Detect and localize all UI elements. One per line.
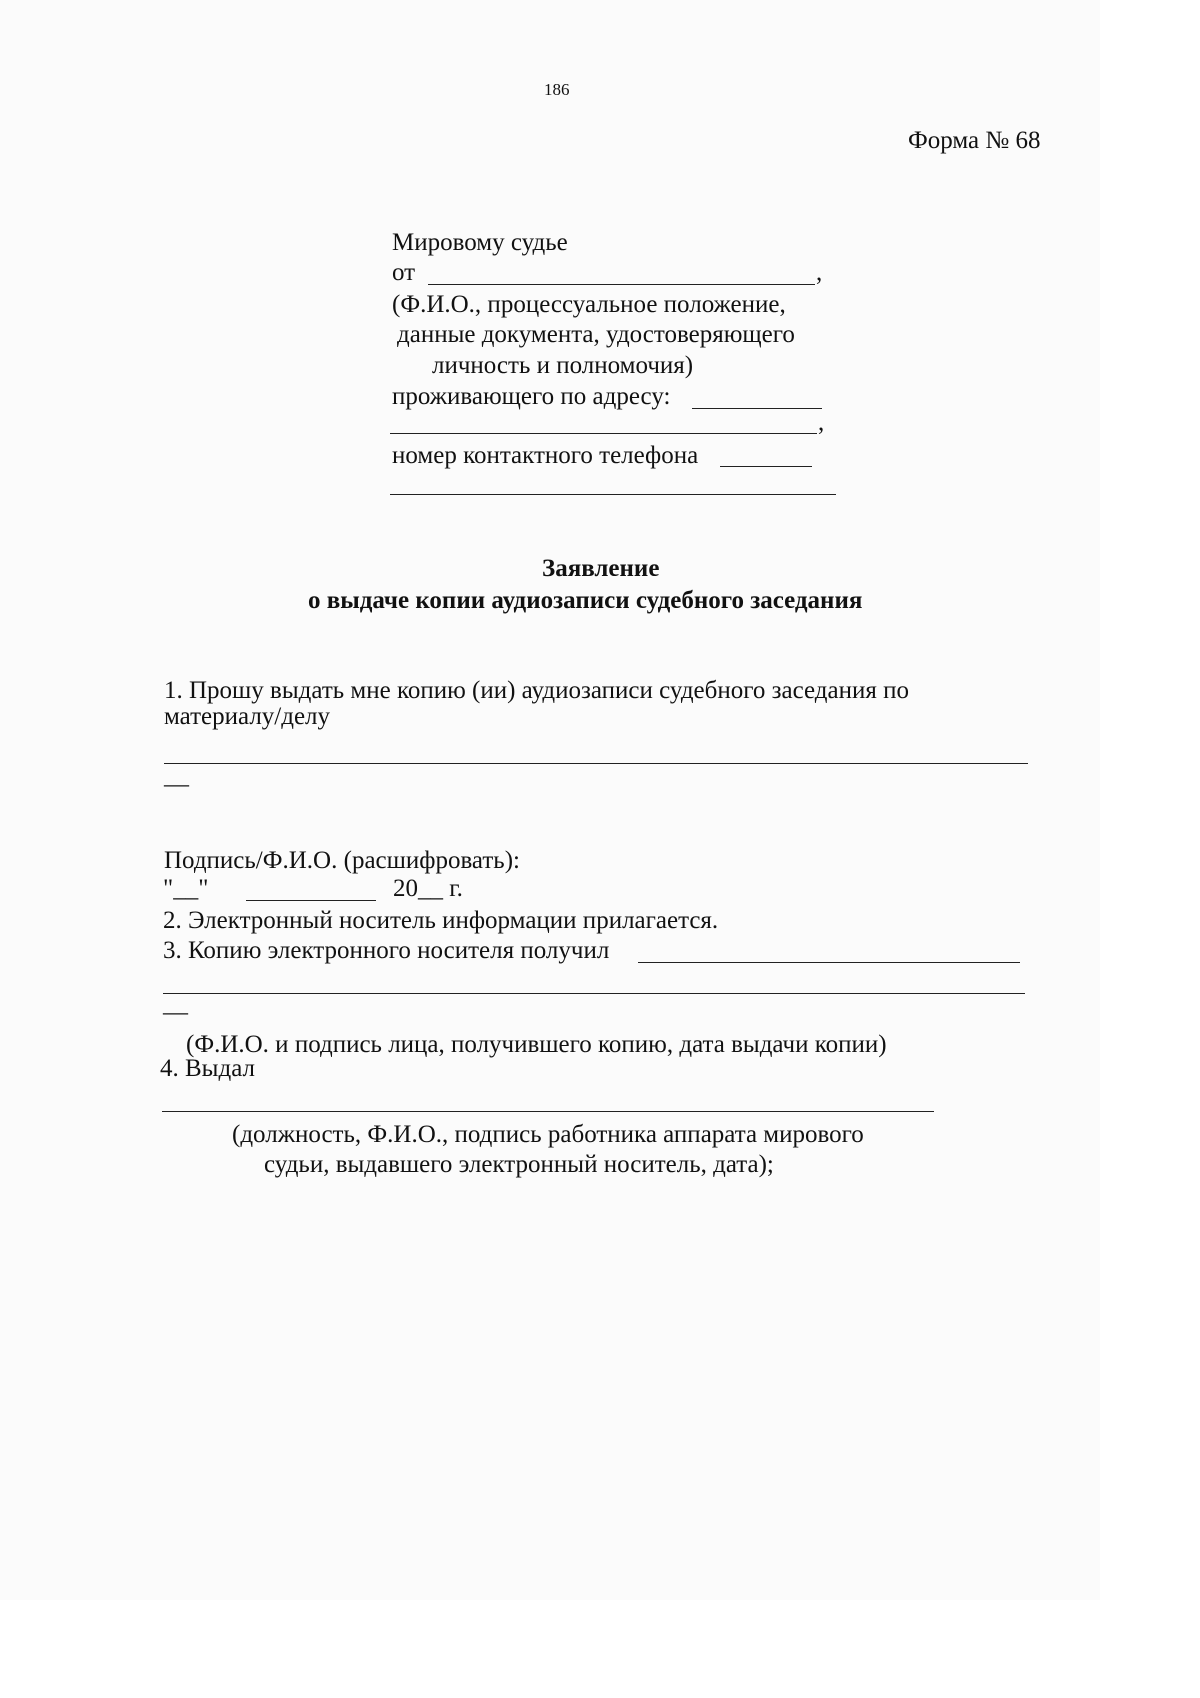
- fio-note-line-1: (Ф.И.О., процессуальное положение,: [392, 291, 786, 318]
- form-label: Форма № 68: [908, 127, 1041, 154]
- recipient-underline-2: [163, 993, 1025, 994]
- case-underline: [164, 763, 1028, 764]
- address-underline: [692, 408, 822, 409]
- address-underline-2: [390, 433, 817, 434]
- fio-note-line-3: личность и полномочия): [432, 352, 694, 379]
- address-label: проживающего по адресу:: [392, 383, 671, 410]
- item4-note-line-1: (должность, Ф.И.О., подпись работника аппарата мирового: [232, 1121, 864, 1148]
- date-year: 20__ г.: [393, 875, 463, 902]
- signature-label: Подпись/Ф.И.О. (расшифровать):: [164, 847, 520, 874]
- phone-underline: [720, 466, 812, 467]
- item4-note-line-2: судьи, выдавшего электронный носитель, дата);: [264, 1151, 774, 1178]
- item3-note: (Ф.И.О. и подпись лица, получившего копию, дата выдачи копии): [186, 1031, 887, 1058]
- case-dash: —: [164, 771, 189, 798]
- item1-line-2: материалу/делу: [164, 703, 331, 730]
- date-quotes: "__": [163, 875, 209, 902]
- addressee-line: Мировому судье: [392, 229, 568, 256]
- title-line-1: Заявление: [542, 555, 660, 582]
- issuer-underline: [162, 1111, 934, 1112]
- item3-text: 3. Копию электронного носителя получил: [163, 937, 610, 964]
- address-comma: ,: [818, 409, 825, 436]
- phone-underline-2: [390, 494, 836, 495]
- item1-line-1: 1. Прошу выдать мне копию (ии) аудиозаписи судебного заседания по: [164, 677, 909, 704]
- phone-label: номер контактного телефона: [392, 442, 699, 469]
- item4-text: 4. Выдал: [160, 1055, 255, 1082]
- from-label: от: [392, 259, 416, 286]
- recipient-underline: [638, 962, 1020, 963]
- page-number: 186: [544, 80, 570, 99]
- date-month-underline: [246, 900, 376, 901]
- item2-text: 2. Электронный носитель информации прилагается.: [163, 907, 719, 934]
- from-comma: ,: [816, 259, 823, 286]
- title-line-2: о выдаче копии аудиозаписи судебного заседания: [308, 587, 863, 614]
- from-underline: [428, 284, 815, 285]
- fio-note-line-2: данные документа, удостоверяющего: [397, 321, 795, 348]
- recipient-dash: —: [163, 999, 188, 1026]
